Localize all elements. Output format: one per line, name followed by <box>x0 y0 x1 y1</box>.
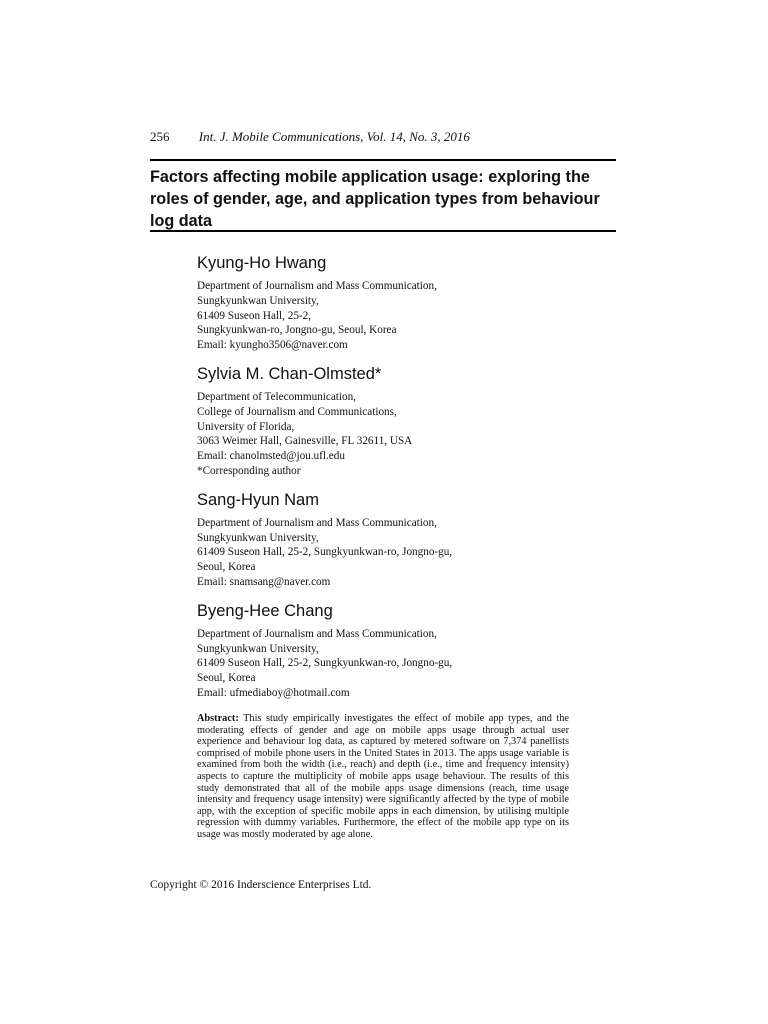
affiliation-line: Department of Telecommunication, <box>197 390 357 403</box>
author-block <box>197 489 617 590</box>
affiliation-line: 3063 Weimer Hall, Gainesville, FL 32611, USA <box>197 435 413 448</box>
affiliation-line: 61409 Suseon Hall, 25-2, Sungkyunkwan-ro, Jongno-gu, <box>197 546 453 559</box>
running-head <box>150 129 470 145</box>
affiliation-line: Email: snamsang@naver.com <box>197 575 331 588</box>
author-block <box>197 600 617 701</box>
author-list <box>197 252 617 711</box>
paper-title: Factors affecting mobile application usage: exploring the roles of gender, age, and application types from behaviour log data <box>150 168 600 230</box>
affiliation-line: Sungkyunkwan University, <box>197 642 319 655</box>
affiliation-line: Email: ufmediaboy@hotmail.com <box>197 686 350 699</box>
affiliation-line: Sungkyunkwan-ro, Jongno-gu, Seoul, Korea <box>197 324 397 337</box>
title-rule-bottom <box>150 230 616 232</box>
author-name: Byeng-Hee Chang <box>197 601 333 620</box>
copyright-notice: Copyright © 2016 Inderscience Enterprises Ltd. <box>150 879 372 891</box>
abstract-label: Abstract: <box>197 713 239 724</box>
title-rule-top <box>150 159 616 161</box>
page-number: 256 <box>150 129 170 144</box>
affiliation-line: 61409 Suseon Hall, 25-2, <box>197 309 312 322</box>
affiliation-line: Sungkyunkwan University, <box>197 531 319 544</box>
affiliation-line: Department of Journalism and Mass Communication, <box>197 516 437 529</box>
affiliation-line: *Corresponding author <box>197 464 301 477</box>
author-block <box>197 252 617 353</box>
affiliation-line: University of Florida, <box>197 420 295 433</box>
affiliation-line: Department of Journalism and Mass Communication, <box>197 627 437 640</box>
journal-citation: Int. J. Mobile Communications, Vol. 14, No. 3, 2016 <box>198 129 470 144</box>
affiliation-line: Email: chanolmsted@jou.ufl.edu <box>197 450 345 463</box>
affiliation-line: Department of Journalism and Mass Communication, <box>197 280 437 292</box>
affiliation-line: Seoul, Korea <box>197 561 256 574</box>
affiliation-line: Email: kyungho3506@naver.com <box>197 339 348 352</box>
affiliation-line: Sungkyunkwan University, <box>197 294 319 307</box>
abstract <box>197 713 569 841</box>
affiliation-line: College of Journalism and Communications, <box>197 405 397 418</box>
affiliation-line: 61409 Suseon Hall, 25-2, Sungkyunkwan-ro, Jongno-gu, <box>197 657 453 670</box>
author-name: Kyung-Ho Hwang <box>197 254 327 272</box>
abstract-text: This study empirically investigates the effect of mobile app types, and the moderating effects of gender and age on mobile apps usage through actual user experience and behaviour log data, as captured by metered software on 7,374 panellists comprised of mobile phone users in the United States in 2013. The apps usage variable is examined from both the width (i.e., reach) and depth (i.e., time and frequency intensity) aspects to capture the multiplicity of mobile apps usage behaviour. The results of this study demonstrated that all of the mobile apps usage dimensions (reach, time usage intensity and frequency usage intensity) were significantly affected by the type of mobile app, with the exception of specific mobile apps in each dimension, by utilising multiple regression with dummy variables. Furthermore, the effect of the mobile app type on its usage was mostly moderated by age alone. <box>197 713 569 840</box>
affiliation-line: Seoul, Korea <box>197 672 256 685</box>
author-block <box>197 363 617 479</box>
author-name: Sang-Hyun Nam <box>197 490 319 509</box>
author-name: Sylvia M. Chan-Olmsted* <box>197 364 382 383</box>
